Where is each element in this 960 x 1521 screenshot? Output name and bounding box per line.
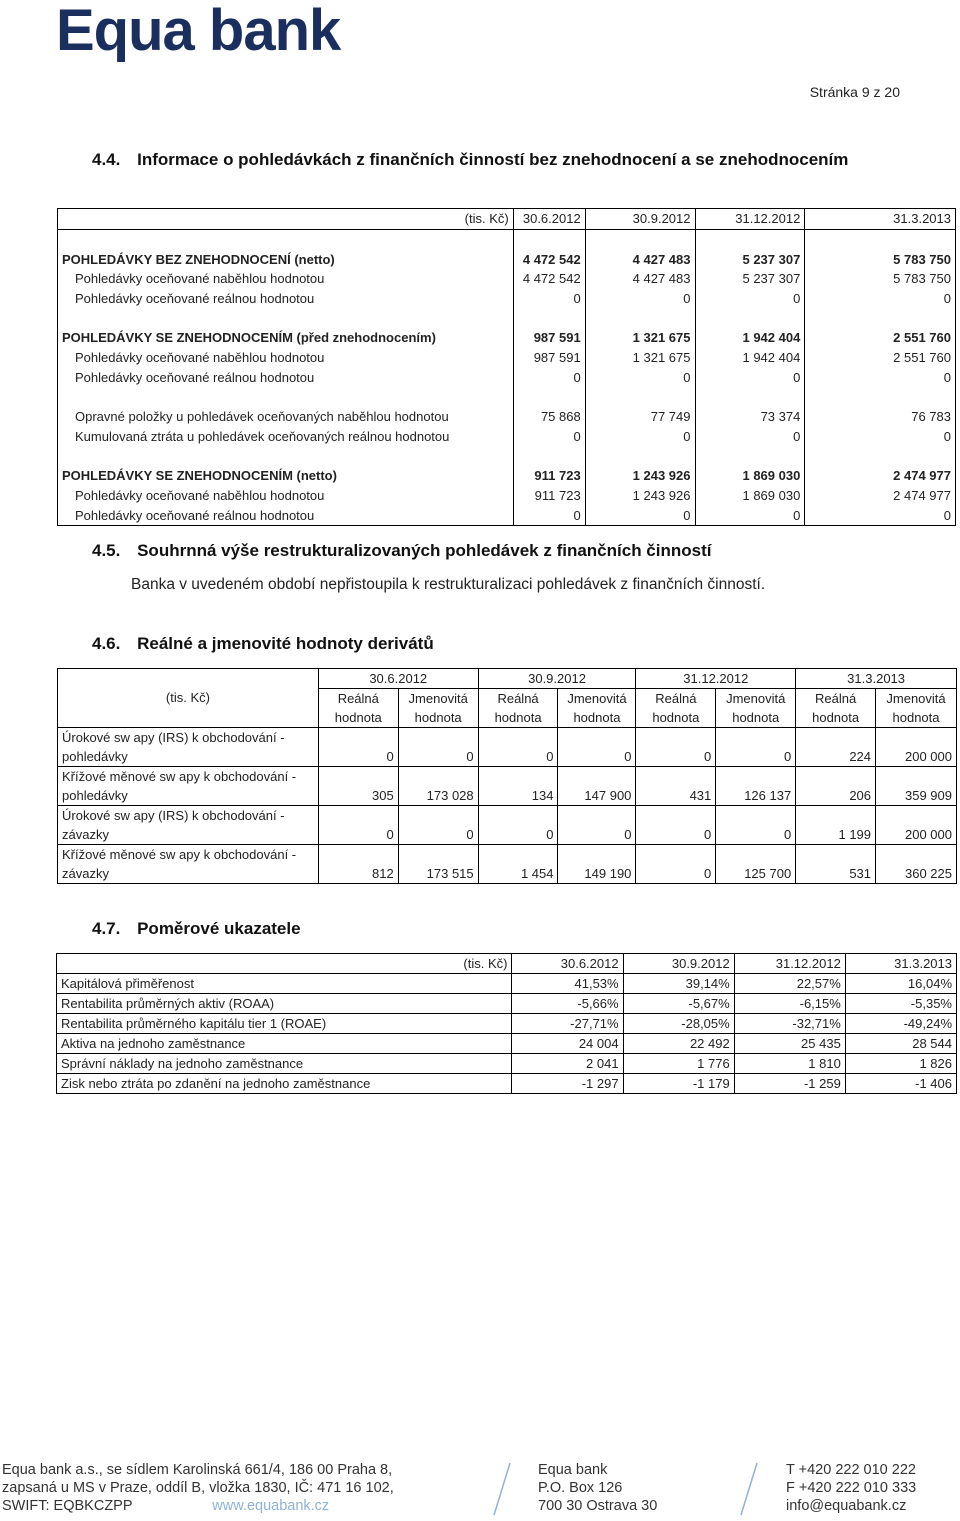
derivatives-sub-row (58, 689, 957, 709)
row-label: Opravné položky u pohledávek oceňovaných naběhlou hodnotou (58, 407, 514, 427)
table-row (58, 328, 956, 348)
col-date: 31.3.2013 (796, 669, 957, 689)
footer-fax: F +420 222 010 333 (786, 1480, 917, 1496)
section-4-7-heading (92, 919, 301, 939)
cell-value: -49,24% (845, 1014, 956, 1034)
cell-value: 200 000 (876, 825, 957, 845)
col-sub: hodnota (716, 708, 796, 728)
cell-value: 73 374 (695, 407, 805, 427)
table-row (57, 1034, 957, 1054)
table-row (58, 864, 957, 884)
cell-value: 1 826 (845, 1054, 956, 1074)
cell-value: 0 (513, 289, 585, 309)
section-4-5-number: 4.5. (92, 541, 121, 560)
table-row (58, 466, 956, 486)
cell-value: 4 472 542 (513, 269, 585, 289)
cell-value: 1 810 (734, 1054, 845, 1074)
table-row (57, 1074, 957, 1094)
footer-line: Equa bank a.s., se sídlem Karolinská 661/4, 186 00 Praha 8, (2, 1462, 393, 1478)
row-label: Úrokové sw apy (IRS) k obchodování - (58, 728, 319, 748)
footer-line: P.O. Box 126 (538, 1480, 623, 1496)
cell-value: 0 (695, 427, 805, 447)
section-4-5-text: Banka v uvedeném období nepřistoupila k restrukturalizaci pohledávek z finančních činností. (131, 576, 766, 593)
table-row (58, 289, 956, 309)
row-label: POHLEDÁVKY SE ZNEHODNOCENÍM (netto) (58, 466, 514, 486)
col-sub: hodnota (318, 708, 398, 728)
footer-line: 700 30 Ostrava 30 (538, 1498, 658, 1514)
section-4-7-number: 4.7. (92, 919, 121, 938)
cell-value: 41,53% (512, 974, 623, 994)
cell-value: 1 454 (478, 864, 558, 884)
row-label: Křížové měnové sw apy k obchodování - (58, 845, 319, 865)
row-label: Pohledávky oceňované reálnou hodnotou (58, 505, 514, 525)
cell-value: 1 243 926 (585, 486, 695, 506)
cell-value: 0 (716, 747, 796, 767)
col-sub: hodnota (478, 708, 558, 728)
section-4-7-title: Poměrové ukazatele (137, 919, 301, 938)
cell-value: -1 259 (734, 1074, 845, 1094)
table-row (58, 269, 956, 289)
cell-value: 149 190 (558, 864, 636, 884)
table-row (57, 974, 957, 994)
col-date: 31.12.2012 (734, 954, 845, 974)
derivatives-table (57, 668, 957, 884)
cell-value: 987 591 (513, 328, 585, 348)
row-label: Pohledávky oceňované naběhlou hodnotou (58, 348, 514, 368)
table-row (58, 486, 956, 506)
ratios-header-row (57, 954, 957, 974)
cell-value: 206 (796, 786, 876, 806)
cell-value: 1 869 030 (695, 466, 805, 486)
cell-value: 0 (805, 427, 956, 447)
cell-value: 173 028 (398, 786, 478, 806)
cell-value: 5 783 750 (805, 249, 956, 269)
cell-value: 0 (478, 747, 558, 767)
row-label: Pohledávky oceňované reálnou hodnotou (58, 289, 514, 309)
cell-value: -1 179 (623, 1074, 734, 1094)
cell-value: 77 749 (585, 407, 695, 427)
section-4-5-heading (92, 541, 711, 561)
cell-value: 0 (695, 289, 805, 309)
cell-value: 2 041 (512, 1054, 623, 1074)
cell-value: 0 (695, 368, 805, 388)
col-date: 30.6.2012 (318, 669, 478, 689)
cell-value: 224 (796, 747, 876, 767)
cell-value: 28 544 (845, 1034, 956, 1054)
footer-postal (538, 1461, 657, 1515)
table-row (58, 806, 957, 826)
row-label: Rentabilita průměrného kapitálu tier 1 (ROAE) (57, 1014, 512, 1034)
cell-value: 0 (636, 825, 716, 845)
cell-value: 0 (805, 289, 956, 309)
col-date: 30.6.2012 (512, 954, 623, 974)
spacer-row (58, 446, 956, 466)
cell-value: 22 492 (623, 1034, 734, 1054)
table-row (57, 1054, 957, 1074)
cell-value: 305 (318, 786, 398, 806)
equa-bank-logo (56, 2, 356, 64)
col-sub: hodnota (876, 708, 957, 728)
cell-value: 987 591 (513, 348, 585, 368)
row-label: Pohledávky oceňované reálnou hodnotou (58, 368, 514, 388)
cell-value: 911 723 (513, 486, 585, 506)
table-row (57, 1014, 957, 1034)
row-label: závazky (58, 864, 319, 884)
receivables-header-row (58, 209, 956, 230)
col-sub: Jmenovitá (716, 689, 796, 709)
row-label: závazky (58, 825, 319, 845)
col-sub: Reálná (636, 689, 716, 709)
col-date: 30.9.2012 (478, 669, 636, 689)
row-label: Zisk nebo ztráta po zdanění na jednoho zaměstnance (57, 1074, 512, 1094)
cell-value: 359 909 (876, 786, 957, 806)
cell-value: 134 (478, 786, 558, 806)
table-row (58, 368, 956, 388)
cell-value: 2 474 977 (805, 466, 956, 486)
cell-value: 1 942 404 (695, 348, 805, 368)
col-date: 30.9.2012 (585, 209, 695, 230)
row-label: Křížové měnové sw apy k obchodování - (58, 767, 319, 787)
cell-value: 0 (585, 368, 695, 388)
page-footer (0, 1461, 960, 1521)
spacer-row (58, 308, 956, 328)
row-label: Pohledávky oceňované naběhlou hodnotou (58, 269, 514, 289)
row-label: Úrokové sw apy (IRS) k obchodování - (58, 806, 319, 826)
cell-value: 173 515 (398, 864, 478, 884)
footer-email[interactable]: info@equabank.cz (786, 1498, 907, 1514)
table-row (58, 728, 957, 748)
row-label: Pohledávky oceňované naběhlou hodnotou (58, 486, 514, 506)
cell-value: 0 (636, 747, 716, 767)
col-sub: Jmenovitá (876, 689, 957, 709)
row-label: Aktiva na jednoho zaměstnance (57, 1034, 512, 1054)
footer-divider-slash (735, 1461, 765, 1517)
cell-value: 5 237 307 (695, 249, 805, 269)
cell-value: 22,57% (734, 974, 845, 994)
cell-value: 75 868 (513, 407, 585, 427)
col-date: 31.12.2012 (636, 669, 796, 689)
col-sub: Jmenovitá (558, 689, 636, 709)
row-label: POHLEDÁVKY BEZ ZNEHODNOCENÍ (netto) (58, 249, 514, 269)
col-date: 31.3.2013 (805, 209, 956, 230)
col-date: 31.3.2013 (845, 954, 956, 974)
cell-value: 0 (695, 505, 805, 525)
cell-value: 125 700 (716, 864, 796, 884)
cell-value: 126 137 (716, 786, 796, 806)
cell-value: 431 (636, 786, 716, 806)
cell-value: -27,71% (512, 1014, 623, 1034)
cell-value: -28,05% (623, 1014, 734, 1034)
cell-value: 2 551 760 (805, 328, 956, 348)
logo-text: Equa bank (56, 2, 341, 63)
row-label: pohledávky (58, 747, 319, 767)
col-sub: hodnota (796, 708, 876, 728)
table-row (58, 845, 957, 865)
row-label: Kapitálová přiměřenost (57, 974, 512, 994)
cell-value: 0 (636, 864, 716, 884)
equa-bank-logo-mark (56, 2, 356, 64)
cell-value: 39,14% (623, 974, 734, 994)
cell-value: 911 723 (513, 466, 585, 486)
section-4-6-heading (92, 634, 434, 654)
col-date: 31.12.2012 (695, 209, 805, 230)
footer-swift: SWIFT: EQBKCZPP (2, 1498, 133, 1514)
cell-value: 0 (558, 825, 636, 845)
footer-company-info (2, 1461, 394, 1515)
receivables-table (57, 208, 956, 526)
cell-value: 0 (513, 368, 585, 388)
section-4-6-number: 4.6. (92, 634, 121, 653)
table-row (58, 786, 957, 806)
col-date: 30.9.2012 (623, 954, 734, 974)
row-label: Rentabilita průměrných aktiv (ROAA) (57, 994, 512, 1014)
table-row (58, 407, 956, 427)
cell-value: 0 (805, 505, 956, 525)
row-label: pohledávky (58, 786, 319, 806)
spacer-row (58, 387, 956, 407)
cell-value: 1 321 675 (585, 328, 695, 348)
col-sub: hodnota (398, 708, 478, 728)
table-row (57, 994, 957, 1014)
cell-value: 0 (318, 747, 398, 767)
col-sub: Reálná (796, 689, 876, 709)
page-number: Stránka 9 z 20 (809, 84, 900, 100)
cell-value: 4 427 483 (585, 249, 695, 269)
footer-line: Equa bank (538, 1462, 608, 1478)
cell-value: -5,67% (623, 994, 734, 1014)
table-row (58, 825, 957, 845)
cell-value: 812 (318, 864, 398, 884)
table-row (58, 767, 957, 787)
cell-value: 25 435 (734, 1034, 845, 1054)
cell-value: 1 869 030 (695, 486, 805, 506)
table-row (58, 505, 956, 525)
col-unit: (tis. Kč) (57, 954, 512, 974)
cell-value: -1 406 (845, 1074, 956, 1094)
cell-value: 1 243 926 (585, 466, 695, 486)
cell-value: -1 297 (512, 1074, 623, 1094)
row-label: Kumulovaná ztráta u pohledávek oceňovaných reálnou hodnotou (58, 427, 514, 447)
cell-value: 531 (796, 864, 876, 884)
section-4-4-number: 4.4. (92, 150, 121, 169)
row-label: Správní náklady na jednoho zaměstnance (57, 1054, 512, 1074)
cell-value: 5 783 750 (805, 269, 956, 289)
table-row (58, 348, 956, 368)
cell-value: 4 427 483 (585, 269, 695, 289)
cell-value: 0 (513, 505, 585, 525)
col-date: 30.6.2012 (513, 209, 585, 230)
cell-value: 1 942 404 (695, 328, 805, 348)
cell-value: 0 (805, 368, 956, 388)
cell-value: 2 551 760 (805, 348, 956, 368)
table-row (58, 249, 956, 269)
cell-value: -5,35% (845, 994, 956, 1014)
table-row (58, 747, 957, 767)
section-4-4-title: Informace o pohledávkách z finančních činností bez znehodnocení a se znehodnocením (137, 150, 849, 169)
cell-value: 0 (318, 825, 398, 845)
cell-value: 1 776 (623, 1054, 734, 1074)
col-sub: hodnota (558, 708, 636, 728)
cell-value: 147 900 (558, 786, 636, 806)
col-sub: Reálná (478, 689, 558, 709)
section-4-4-heading (92, 150, 848, 170)
cell-value: 200 000 (876, 747, 957, 767)
table-row (58, 427, 956, 447)
cell-value: 0 (513, 427, 585, 447)
cell-value: 0 (585, 427, 695, 447)
cell-value: 2 474 977 (805, 486, 956, 506)
footer-phone: T +420 222 010 222 (786, 1462, 916, 1478)
col-sub: hodnota (636, 708, 716, 728)
spacer-row (58, 229, 956, 249)
cell-value: 0 (398, 825, 478, 845)
footer-web-link[interactable]: www.equabank.cz (212, 1498, 330, 1514)
cell-value: 4 472 542 (513, 249, 585, 269)
cell-value: 1 321 675 (585, 348, 695, 368)
derivatives-date-row (58, 669, 957, 689)
cell-value: -32,71% (734, 1014, 845, 1034)
cell-value: 0 (716, 825, 796, 845)
row-label: POHLEDÁVKY SE ZNEHODNOCENÍM (před znehodnocením) (58, 328, 514, 348)
col-unit: (tis. Kč) (58, 209, 514, 230)
col-sub: Jmenovitá (398, 689, 478, 709)
cell-value: 16,04% (845, 974, 956, 994)
footer-line (2, 1497, 394, 1515)
cell-value: 0 (585, 289, 695, 309)
section-4-5-title: Souhrnná výše restrukturalizovaných pohledávek z finančních činností (137, 541, 712, 560)
footer-contact (786, 1461, 916, 1515)
cell-value: 5 237 307 (695, 269, 805, 289)
cell-value: 1 199 (796, 825, 876, 845)
cell-value: 0 (478, 825, 558, 845)
cell-value: 0 (558, 747, 636, 767)
cell-value: 0 (585, 505, 695, 525)
col-sub: Reálná (318, 689, 398, 709)
cell-value: 360 225 (876, 864, 957, 884)
cell-value: 76 783 (805, 407, 956, 427)
cell-value: 24 004 (512, 1034, 623, 1054)
cell-value: -6,15% (734, 994, 845, 1014)
col-unit: (tis. Kč) (58, 689, 319, 728)
cell-value: -5,66% (512, 994, 623, 1014)
ratios-table (56, 953, 957, 1094)
footer-line: zapsaná u MS v Praze, oddíl B, vložka 1830, IČ: 471 16 102, (2, 1480, 394, 1496)
section-4-6-title: Reálné a jmenovité hodnoty derivátů (137, 634, 434, 653)
footer-divider-slash (488, 1461, 518, 1517)
cell-value: 0 (398, 747, 478, 767)
